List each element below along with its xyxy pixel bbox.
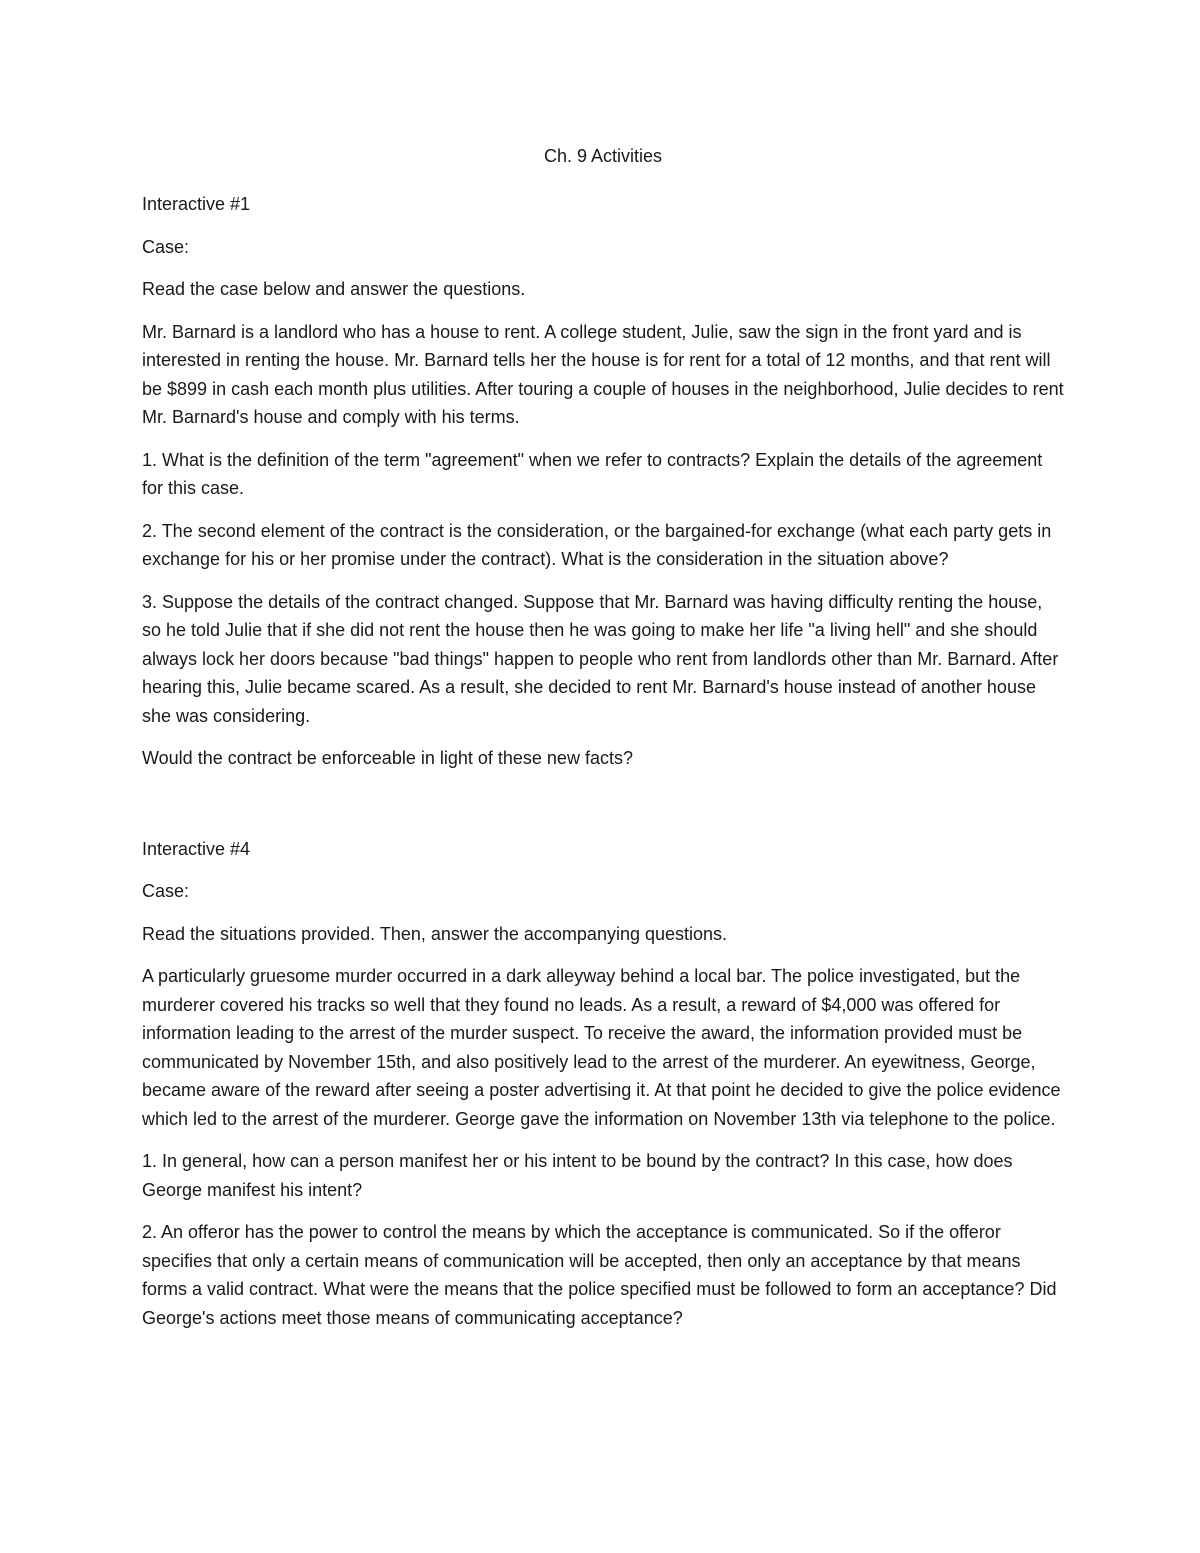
question-1: 1. In general, how can a person manifest her or his intent to be bound by the contract? In this case, how does George manifest his intent? — [142, 1151, 1013, 1200]
page-title: Ch. 9 Activities — [543, 146, 663, 166]
question-3: 3. Suppose the details of the contract changed. Suppose that Mr. Barnard was having difficulty renting the house, so he told Julie that if she did not rent the house then he was going to make her life "a living hell" and she should always lock her doors because "bad things" happen to people who rent from landlords other than Mr. Barnard. After hearing this, Julie became scared. As a result, she decided to rent Mr. Barnard's house instead of another house she was considering. — [142, 591, 1059, 726]
question-3-followup: Would the contract be enforceable in light of these new facts? — [142, 748, 633, 768]
case-label: Case: — [142, 881, 190, 901]
section-spacer — [142, 787, 1064, 835]
section-heading-interactive-1: Interactive #1 — [142, 194, 251, 214]
question-2: 2. The second element of the contract is the consideration, or the bargained-for exchange (what each party gets in exchange for his or her promise under the contract). What is the consideration in the situation above? — [142, 520, 1052, 569]
case-scenario: Mr. Barnard is a landlord who has a house to rent. A college student, Julie, saw the sign in the front yard and is interested in renting the house. Mr. Barnard tells her the house is for rent for a total of 12 months, and that rent will be $899 in cash each month plus utilities. After touring a couple of houses in the neighborhood, Julie decides to rent Mr. Barnard's house and comply with his terms. — [142, 321, 1064, 427]
instruction-text: Read the case below and answer the questions. — [142, 279, 526, 299]
case-label: Case: — [142, 236, 190, 257]
section-heading-interactive-4: Interactive #4 — [142, 838, 251, 859]
instruction-text: Read the situations provided. Then, answer the accompanying questions. — [142, 923, 728, 944]
question-2: 2. An offeror has the power to control the means by which the acceptance is communicated. So if the offeror specifies that only a certain means of communication will be accepted, then only an acceptance by that means forms a valid contract. What were the means that the police specified must be followed to form an acceptance? Did George's actions meet those means of communicating acceptance? — [142, 1222, 1057, 1328]
case-scenario: A particularly gruesome murder occurred in a dark alleyway behind a local bar. The police investigated, but the murderer covered his tracks so well that they found no leads. As a result, a reward of $4,000 was offered for information leading to the arrest of the murder suspect. To receive the award, the information provided must be communicated by November 15th, and also positively lead to the arrest of the murderer. An eyewitness, George, became aware of the reward after seeing a poster advertising it. At that point he decided to give the police evidence which led to the arrest of the murderer. George gave the information on November 13th via telephone to the police. — [142, 966, 1061, 1129]
question-1: 1. What is the definition of the term "agreement" when we refer to contracts? Explain the details of the agreement for this case. — [142, 449, 1043, 498]
